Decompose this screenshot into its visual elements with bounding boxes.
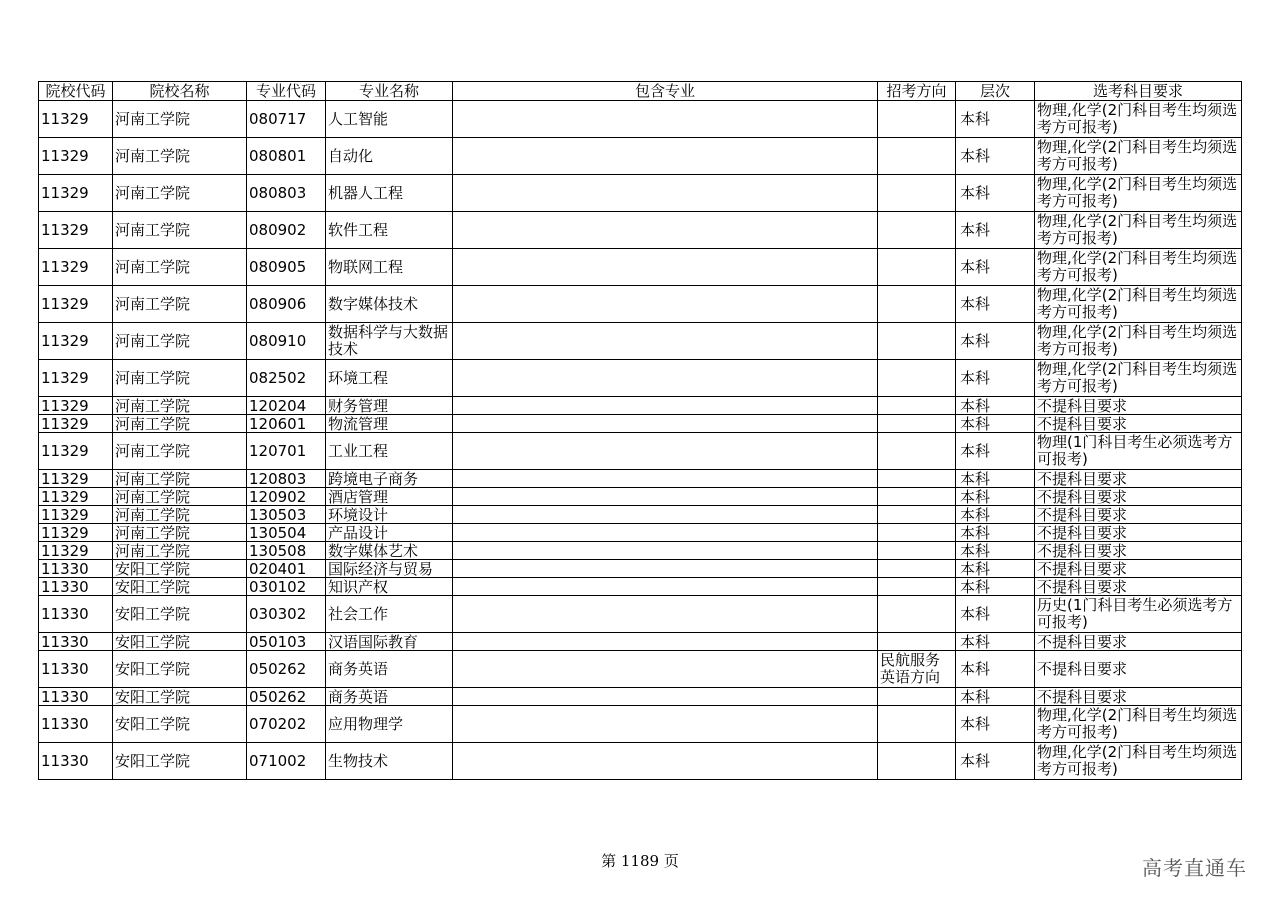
cell-direction xyxy=(878,212,956,249)
cell-school-name: 安阳工学院 xyxy=(113,651,247,688)
table-row xyxy=(39,743,1242,780)
cell-school-code: 11329 xyxy=(39,433,113,470)
cell-school-name: 河南工学院 xyxy=(113,286,247,323)
cell-major-name: 软件工程 xyxy=(326,212,453,249)
cell-included-majors xyxy=(453,249,878,286)
table-row xyxy=(39,578,1242,596)
cell-major-code: 130503 xyxy=(247,506,326,524)
cell-major-code: 080803 xyxy=(247,175,326,212)
cell-school-name: 安阳工学院 xyxy=(113,633,247,651)
cell-subject-requirements: 物理,化学(2门科目考生均须选考方可报考) xyxy=(1035,212,1242,249)
cell-major-name: 商务英语 xyxy=(326,688,453,706)
header-row xyxy=(39,82,1242,101)
cell-included-majors xyxy=(453,101,878,138)
table-row xyxy=(39,175,1242,212)
header-level: 层次 xyxy=(956,82,1035,101)
cell-school-name: 河南工学院 xyxy=(113,138,247,175)
cell-level: 本科 xyxy=(956,470,1035,488)
cell-school-code: 11329 xyxy=(39,524,113,542)
header-direction: 招考方向 xyxy=(878,82,956,101)
cell-major-code: 080906 xyxy=(247,286,326,323)
cell-included-majors xyxy=(453,706,878,743)
header-school-code: 院校代码 xyxy=(39,82,113,101)
cell-school-code: 11329 xyxy=(39,470,113,488)
cell-school-code: 11329 xyxy=(39,323,113,360)
cell-direction xyxy=(878,138,956,175)
cell-included-majors xyxy=(453,415,878,433)
cell-subject-requirements: 物理,化学(2门科目考生均须选考方可报考) xyxy=(1035,101,1242,138)
cell-major-code: 120701 xyxy=(247,433,326,470)
cell-school-name: 河南工学院 xyxy=(113,360,247,397)
cell-major-name: 环境工程 xyxy=(326,360,453,397)
cell-major-name: 物流管理 xyxy=(326,415,453,433)
table-row xyxy=(39,397,1242,415)
cell-major-name: 应用物理学 xyxy=(326,706,453,743)
cell-subject-requirements: 不提科目要求 xyxy=(1035,415,1242,433)
header-major-name: 专业名称 xyxy=(326,82,453,101)
cell-direction xyxy=(878,506,956,524)
cell-school-code: 11329 xyxy=(39,542,113,560)
cell-subject-requirements: 物理,化学(2门科目考生均须选考方可报考) xyxy=(1035,323,1242,360)
table-row xyxy=(39,524,1242,542)
cell-level: 本科 xyxy=(956,651,1035,688)
cell-major-code: 120803 xyxy=(247,470,326,488)
table-row xyxy=(39,433,1242,470)
cell-school-code: 11330 xyxy=(39,743,113,780)
cell-subject-requirements: 不提科目要求 xyxy=(1035,506,1242,524)
cell-major-name: 跨境电子商务 xyxy=(326,470,453,488)
table-row xyxy=(39,633,1242,651)
cell-direction: 民航服务英语方向 xyxy=(878,651,956,688)
admissions-table xyxy=(38,81,1242,780)
cell-major-name: 机器人工程 xyxy=(326,175,453,212)
cell-included-majors xyxy=(453,433,878,470)
cell-level: 本科 xyxy=(956,688,1035,706)
cell-level: 本科 xyxy=(956,323,1035,360)
cell-major-name: 人工智能 xyxy=(326,101,453,138)
cell-direction xyxy=(878,688,956,706)
cell-major-code: 082502 xyxy=(247,360,326,397)
cell-level: 本科 xyxy=(956,596,1035,633)
table-row xyxy=(39,470,1242,488)
cell-included-majors xyxy=(453,542,878,560)
cell-school-name: 安阳工学院 xyxy=(113,688,247,706)
cell-school-name: 安阳工学院 xyxy=(113,596,247,633)
cell-included-majors xyxy=(453,397,878,415)
cell-level: 本科 xyxy=(956,524,1035,542)
cell-school-name: 安阳工学院 xyxy=(113,578,247,596)
cell-school-code: 11329 xyxy=(39,249,113,286)
table-row xyxy=(39,286,1242,323)
cell-major-code: 080717 xyxy=(247,101,326,138)
cell-subject-requirements: 物理,化学(2门科目考生均须选考方可报考) xyxy=(1035,249,1242,286)
cell-level: 本科 xyxy=(956,433,1035,470)
table-row xyxy=(39,249,1242,286)
cell-major-code: 050262 xyxy=(247,651,326,688)
cell-school-code: 11329 xyxy=(39,488,113,506)
cell-direction xyxy=(878,249,956,286)
cell-included-majors xyxy=(453,651,878,688)
cell-school-code: 11329 xyxy=(39,506,113,524)
table-row xyxy=(39,212,1242,249)
cell-major-code: 120601 xyxy=(247,415,326,433)
cell-major-code: 050103 xyxy=(247,633,326,651)
table-row xyxy=(39,360,1242,397)
cell-major-code: 080910 xyxy=(247,323,326,360)
cell-level: 本科 xyxy=(956,560,1035,578)
cell-direction xyxy=(878,397,956,415)
cell-direction xyxy=(878,101,956,138)
cell-school-name: 河南工学院 xyxy=(113,415,247,433)
cell-school-name: 河南工学院 xyxy=(113,397,247,415)
cell-major-name: 数字媒体技术 xyxy=(326,286,453,323)
cell-school-code: 11329 xyxy=(39,212,113,249)
cell-direction xyxy=(878,415,956,433)
table-row xyxy=(39,101,1242,138)
cell-major-code: 070202 xyxy=(247,706,326,743)
cell-school-code: 11330 xyxy=(39,706,113,743)
cell-level: 本科 xyxy=(956,360,1035,397)
cell-school-code: 11330 xyxy=(39,578,113,596)
cell-included-majors xyxy=(453,743,878,780)
cell-major-code: 071002 xyxy=(247,743,326,780)
cell-subject-requirements: 不提科目要求 xyxy=(1035,397,1242,415)
cell-school-code: 11329 xyxy=(39,360,113,397)
cell-major-code: 120204 xyxy=(247,397,326,415)
page-number: 第 1189 页 xyxy=(601,852,679,870)
cell-level: 本科 xyxy=(956,542,1035,560)
cell-subject-requirements: 物理,化学(2门科目考生均须选考方可报考) xyxy=(1035,706,1242,743)
table-row xyxy=(39,542,1242,560)
cell-included-majors xyxy=(453,560,878,578)
cell-school-code: 11329 xyxy=(39,101,113,138)
cell-subject-requirements: 不提科目要求 xyxy=(1035,633,1242,651)
cell-major-code: 030302 xyxy=(247,596,326,633)
cell-subject-requirements: 物理,化学(2门科目考生均须选考方可报考) xyxy=(1035,175,1242,212)
cell-subject-requirements: 物理,化学(2门科目考生均须选考方可报考) xyxy=(1035,360,1242,397)
cell-school-code: 11329 xyxy=(39,286,113,323)
cell-included-majors xyxy=(453,360,878,397)
cell-level: 本科 xyxy=(956,249,1035,286)
cell-level: 本科 xyxy=(956,397,1035,415)
cell-direction xyxy=(878,560,956,578)
cell-major-name: 商务英语 xyxy=(326,651,453,688)
cell-subject-requirements: 不提科目要求 xyxy=(1035,651,1242,688)
cell-school-code: 11330 xyxy=(39,596,113,633)
cell-direction xyxy=(878,524,956,542)
cell-direction xyxy=(878,743,956,780)
cell-major-name: 自动化 xyxy=(326,138,453,175)
cell-major-code: 080905 xyxy=(247,249,326,286)
cell-major-name: 知识产权 xyxy=(326,578,453,596)
cell-subject-requirements: 物理,化学(2门科目考生均须选考方可报考) xyxy=(1035,138,1242,175)
cell-school-code: 11330 xyxy=(39,651,113,688)
cell-direction xyxy=(878,542,956,560)
cell-direction xyxy=(878,578,956,596)
cell-included-majors xyxy=(453,286,878,323)
table-row xyxy=(39,651,1242,688)
cell-school-name: 河南工学院 xyxy=(113,488,247,506)
cell-included-majors xyxy=(453,488,878,506)
cell-school-name: 安阳工学院 xyxy=(113,560,247,578)
cell-direction xyxy=(878,633,956,651)
cell-included-majors xyxy=(453,506,878,524)
cell-included-majors xyxy=(453,470,878,488)
cell-major-name: 环境设计 xyxy=(326,506,453,524)
cell-subject-requirements: 不提科目要求 xyxy=(1035,542,1242,560)
cell-school-name: 河南工学院 xyxy=(113,433,247,470)
cell-included-majors xyxy=(453,138,878,175)
table-row xyxy=(39,706,1242,743)
cell-school-name: 河南工学院 xyxy=(113,175,247,212)
cell-school-name: 河南工学院 xyxy=(113,524,247,542)
cell-school-name: 河南工学院 xyxy=(113,212,247,249)
cell-school-name: 安阳工学院 xyxy=(113,706,247,743)
cell-major-code: 080801 xyxy=(247,138,326,175)
cell-school-name: 河南工学院 xyxy=(113,323,247,360)
cell-school-code: 11330 xyxy=(39,633,113,651)
header-major-code: 专业代码 xyxy=(247,82,326,101)
cell-major-code: 020401 xyxy=(247,560,326,578)
header-subject-requirements: 选考科目要求 xyxy=(1035,82,1242,101)
cell-subject-requirements: 物理,化学(2门科目考生均须选考方可报考) xyxy=(1035,743,1242,780)
cell-direction xyxy=(878,286,956,323)
watermark: 高考直通车 xyxy=(1142,856,1247,880)
cell-major-code: 030102 xyxy=(247,578,326,596)
cell-school-name: 河南工学院 xyxy=(113,101,247,138)
cell-major-name: 数据科学与大数据技术 xyxy=(326,323,453,360)
cell-school-code: 11329 xyxy=(39,397,113,415)
cell-school-name: 河南工学院 xyxy=(113,506,247,524)
cell-direction xyxy=(878,706,956,743)
cell-school-name: 河南工学院 xyxy=(113,470,247,488)
cell-major-name: 国际经济与贸易 xyxy=(326,560,453,578)
cell-included-majors xyxy=(453,688,878,706)
cell-major-name: 社会工作 xyxy=(326,596,453,633)
table-row xyxy=(39,688,1242,706)
table-row xyxy=(39,488,1242,506)
cell-school-code: 11329 xyxy=(39,138,113,175)
cell-school-name: 安阳工学院 xyxy=(113,743,247,780)
cell-direction xyxy=(878,323,956,360)
cell-school-name: 河南工学院 xyxy=(113,249,247,286)
table-row xyxy=(39,560,1242,578)
cell-major-name: 财务管理 xyxy=(326,397,453,415)
cell-major-name: 生物技术 xyxy=(326,743,453,780)
table-row xyxy=(39,596,1242,633)
cell-major-name: 酒店管理 xyxy=(326,488,453,506)
cell-direction xyxy=(878,433,956,470)
cell-major-name: 数字媒体艺术 xyxy=(326,542,453,560)
cell-level: 本科 xyxy=(956,578,1035,596)
cell-school-code: 11329 xyxy=(39,175,113,212)
cell-direction xyxy=(878,175,956,212)
table-body xyxy=(39,101,1242,780)
cell-level: 本科 xyxy=(956,633,1035,651)
cell-direction xyxy=(878,488,956,506)
cell-subject-requirements: 物理(1门科目考生必须选考方可报考) xyxy=(1035,433,1242,470)
cell-subject-requirements: 不提科目要求 xyxy=(1035,688,1242,706)
header-included-majors: 包含专业 xyxy=(453,82,878,101)
cell-included-majors xyxy=(453,323,878,360)
cell-major-code: 130504 xyxy=(247,524,326,542)
cell-level: 本科 xyxy=(956,175,1035,212)
cell-included-majors xyxy=(453,633,878,651)
cell-direction xyxy=(878,360,956,397)
cell-major-name: 产品设计 xyxy=(326,524,453,542)
cell-school-code: 11330 xyxy=(39,560,113,578)
table-row xyxy=(39,415,1242,433)
cell-level: 本科 xyxy=(956,212,1035,249)
table-row xyxy=(39,323,1242,360)
cell-level: 本科 xyxy=(956,101,1035,138)
cell-subject-requirements: 历史(1门科目考生必须选考方可报考) xyxy=(1035,596,1242,633)
cell-direction xyxy=(878,470,956,488)
cell-major-name: 汉语国际教育 xyxy=(326,633,453,651)
cell-level: 本科 xyxy=(956,506,1035,524)
cell-major-code: 050262 xyxy=(247,688,326,706)
header-school-name: 院校名称 xyxy=(113,82,247,101)
cell-level: 本科 xyxy=(956,138,1035,175)
cell-subject-requirements: 物理,化学(2门科目考生均须选考方可报考) xyxy=(1035,286,1242,323)
cell-school-code: 11329 xyxy=(39,415,113,433)
cell-subject-requirements: 不提科目要求 xyxy=(1035,524,1242,542)
cell-direction xyxy=(878,596,956,633)
cell-school-code: 11330 xyxy=(39,688,113,706)
cell-included-majors xyxy=(453,524,878,542)
cell-included-majors xyxy=(453,175,878,212)
cell-subject-requirements: 不提科目要求 xyxy=(1035,488,1242,506)
cell-major-code: 120902 xyxy=(247,488,326,506)
cell-subject-requirements: 不提科目要求 xyxy=(1035,470,1242,488)
cell-major-name: 物联网工程 xyxy=(326,249,453,286)
cell-included-majors xyxy=(453,578,878,596)
cell-major-name: 工业工程 xyxy=(326,433,453,470)
cell-major-code: 130508 xyxy=(247,542,326,560)
cell-included-majors xyxy=(453,596,878,633)
cell-level: 本科 xyxy=(956,488,1035,506)
cell-level: 本科 xyxy=(956,706,1035,743)
table-row xyxy=(39,506,1242,524)
cell-included-majors xyxy=(453,212,878,249)
cell-subject-requirements: 不提科目要求 xyxy=(1035,578,1242,596)
cell-level: 本科 xyxy=(956,415,1035,433)
cell-level: 本科 xyxy=(956,286,1035,323)
cell-major-code: 080902 xyxy=(247,212,326,249)
table-row xyxy=(39,138,1242,175)
cell-school-name: 河南工学院 xyxy=(113,542,247,560)
cell-level: 本科 xyxy=(956,743,1035,780)
cell-subject-requirements: 不提科目要求 xyxy=(1035,560,1242,578)
